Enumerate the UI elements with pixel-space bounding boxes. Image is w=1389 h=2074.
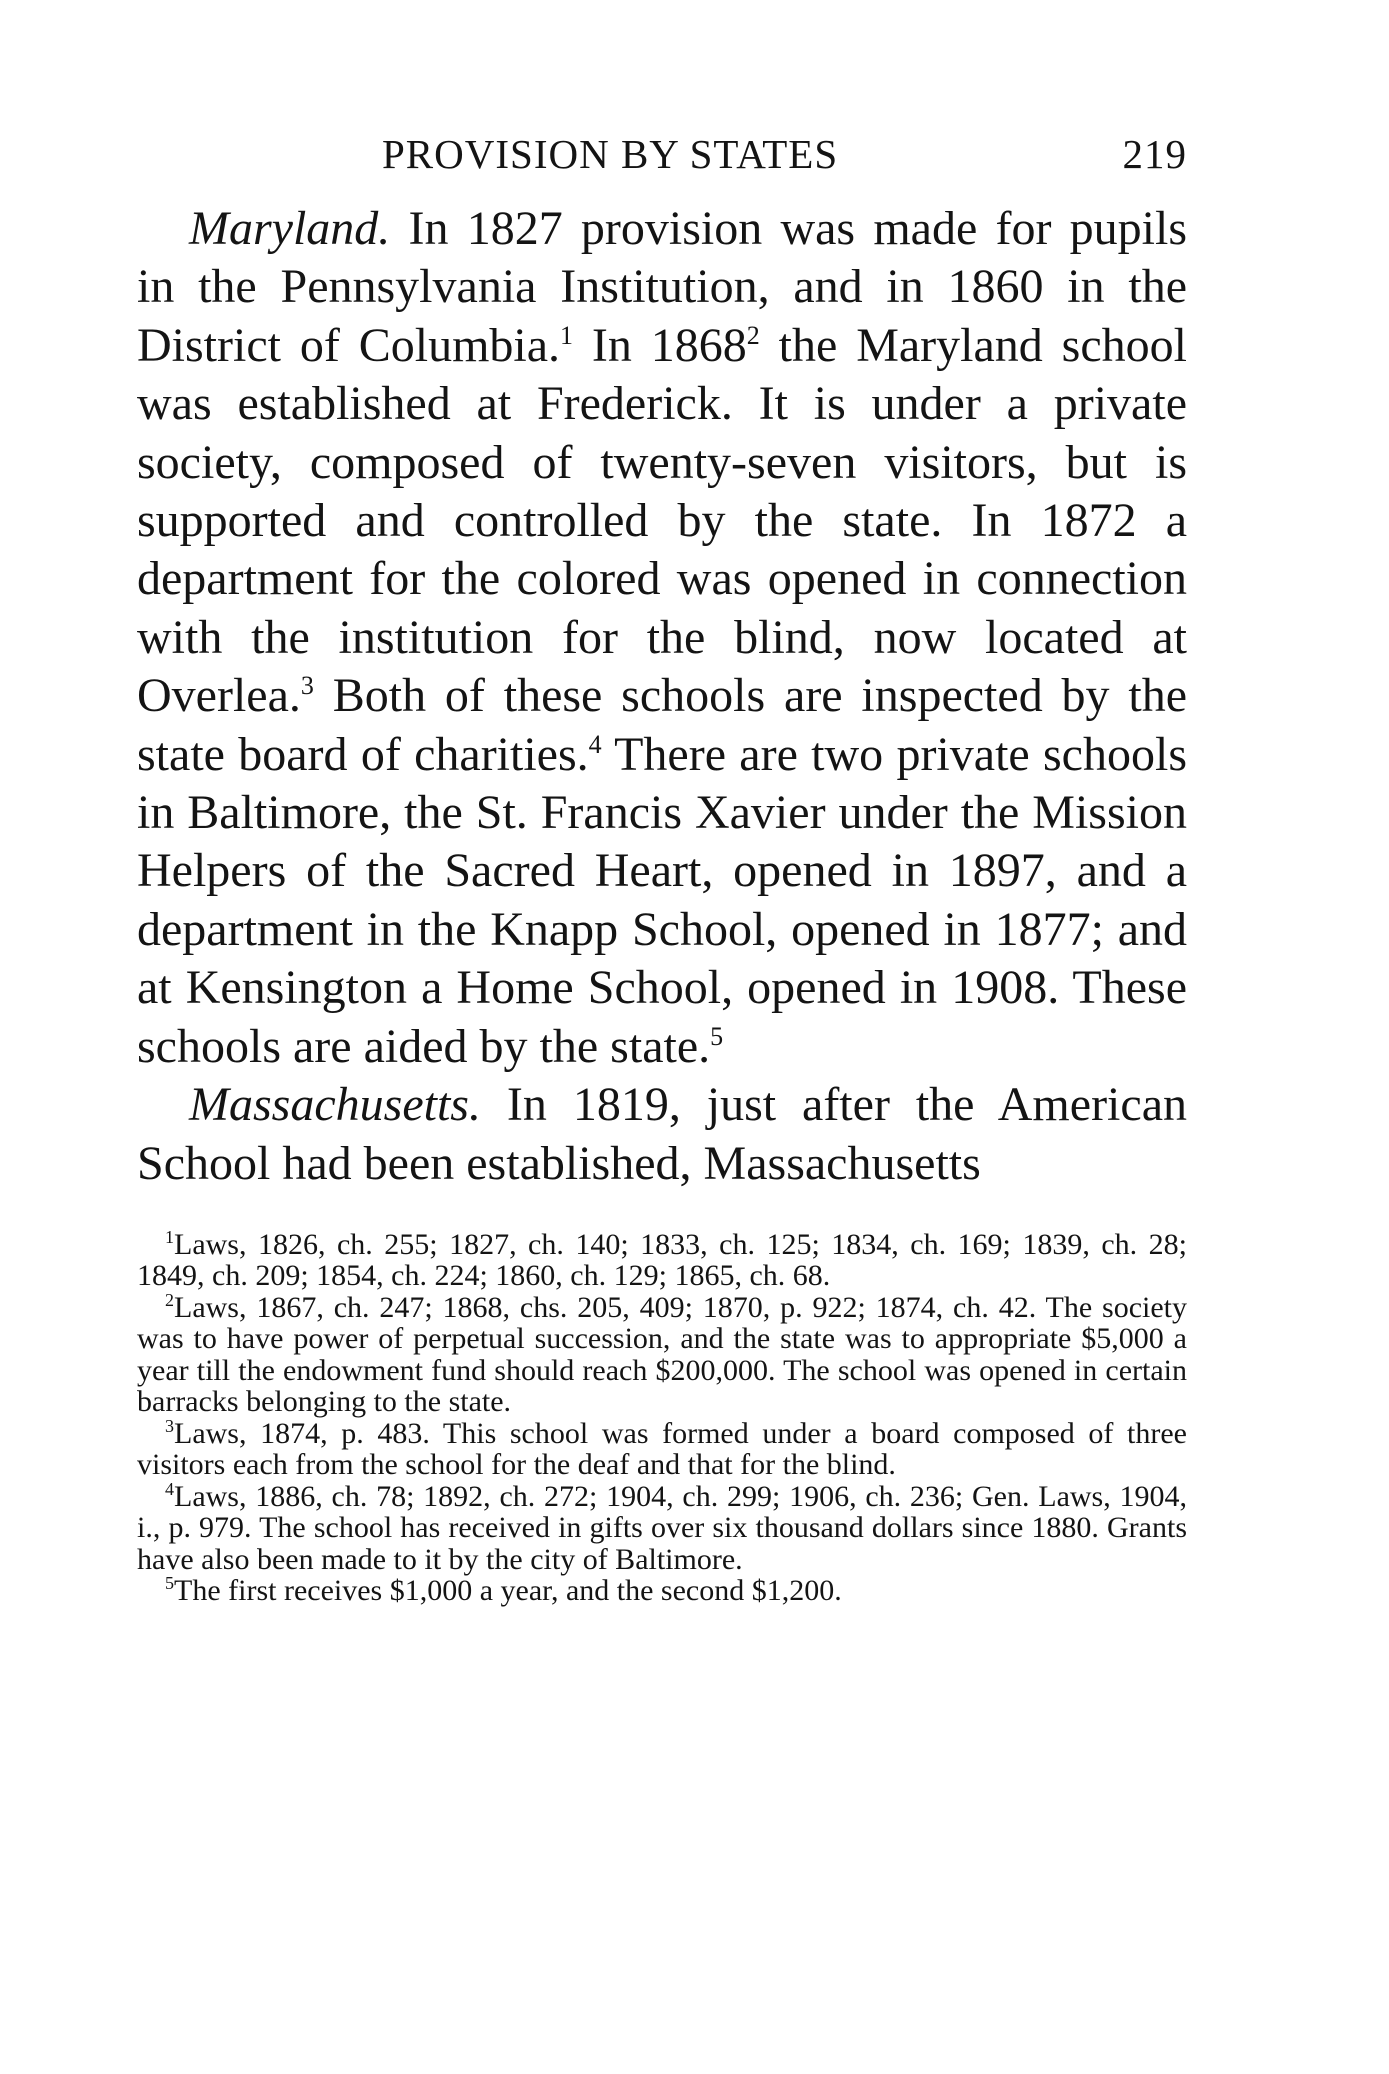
body-paragraph [137, 200, 1187, 1076]
paragraph-text: In 1868 [573, 318, 747, 372]
paragraph-text: Both of these schools are inspected by the state board of charities. [137, 669, 1187, 781]
footnote-number: 4 [165, 1478, 174, 1499]
footnote [137, 1226, 1187, 1293]
footnote [137, 1575, 1187, 1607]
footnote-number: 2 [165, 1289, 174, 1310]
footnote-number: 3 [165, 1415, 174, 1436]
footnote-text: Laws, 1826, ch. 255; 1827, ch. 140; 1833, ch. 125; 1834, ch. 169; 1839, ch. 28; 1849, ch. 209; 1854, ch. 224; 1860, ch. 129; 1865, ch. 68. [137, 1227, 1187, 1293]
footnote-reference: 2 [746, 320, 760, 350]
book-page [137, 130, 1187, 1607]
state-heading: Maryland. [189, 202, 391, 255]
state-heading: Massachusetts. [189, 1078, 481, 1132]
paragraph-text: There are two private schools in Baltimore, the St. Francis Xavier under the Mission Helpers of the Sacred Heart, opened in 1897, and a department in the Knapp School, opened in 1877; and at Kensington a Home School, opened in 1908. These schools are aided by the state. [137, 727, 1187, 1073]
footnote-text: The first receives $1,000 a year, and the second $1,200. [174, 1574, 842, 1608]
footnote-reference: 5 [710, 1021, 724, 1051]
footnote-text: Laws, 1886, ch. 78; 1892, ch. 272; 1904, ch. 299; 1906, ch. 236; Gen. Laws, 1904, i., p. 979. The school has received in gifts over six thousand dollars since 1880. Grants have also been made to it by the city of Baltimore. [137, 1479, 1187, 1576]
footnote-reference: 3 [300, 671, 314, 701]
footnote [137, 1478, 1187, 1576]
footnotes [137, 1226, 1187, 1608]
running-title: PROVISION BY STATES [382, 131, 839, 177]
footnote-text: Laws, 1874, p. 483. This school was formed under a board composed of three visitors each from the school for the deaf and that for the blind. [137, 1416, 1187, 1482]
body-paragraph [137, 1076, 1187, 1193]
page-number: 219 [1122, 131, 1187, 177]
paragraph-text: the Maryland school was established at Frederick. It is under a private society, composed of twenty-seven visitors, but is supported and controlled by the state. In 1872 a department for the colored was opened in connection with the institution for the blind, now located at Overlea. [137, 318, 1187, 723]
footnote-number: 5 [165, 1573, 174, 1594]
paragraph-text: In 1819, just after the American School had been established, Massachusetts [137, 1078, 1187, 1190]
running-head [137, 130, 1187, 190]
footnote [137, 1289, 1187, 1419]
footnote [137, 1415, 1187, 1482]
footnote-reference: 1 [560, 320, 574, 350]
body-text [137, 200, 1187, 1193]
footnote-reference: 4 [588, 729, 602, 759]
paragraph-text: In 1827 provision was made for pupils in the Pennsylvania Institution, and in 1860 in the District of Columbia. [137, 202, 1187, 372]
footnote-text: Laws, 1867, ch. 247; 1868, chs. 205, 409; 1870, p. 922; 1874, ch. 42. The society was to have power of perpetual succession, and the state was to appropriate $5,000 a year till the endowment fund should reach $200,000. The school was opened in certain barracks belonging to the state. [137, 1290, 1187, 1419]
footnote-number: 1 [165, 1226, 174, 1247]
